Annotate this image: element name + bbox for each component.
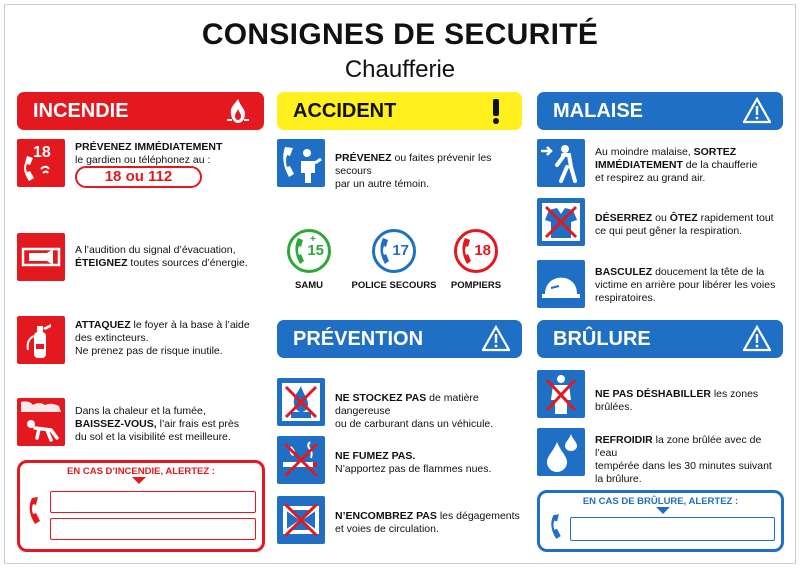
water-drops-icon bbox=[537, 428, 585, 476]
brulure-item-1-text: NE PAS DÉSHABILLER les zones brûlées. bbox=[595, 388, 759, 413]
prevention-item-1-text: NE STOCKEZ PAS de matière dangereuse ou de carburant dans un véhicule. bbox=[335, 392, 494, 430]
malaise-item-3-text: BASCULEZ doucement la tête de la victime en arrière pour libérer les voies respiratoires. bbox=[595, 266, 776, 304]
prevention-item-2-text: NE FUMEZ PAS. N’apportez pas de flammes nues. bbox=[335, 450, 492, 475]
pompiers-number: 18 bbox=[474, 242, 491, 259]
prevention-header bbox=[277, 320, 522, 358]
warning-triangle-icon bbox=[743, 97, 771, 125]
phone-icon bbox=[26, 496, 48, 526]
pompiers-18-icon bbox=[454, 229, 498, 273]
loosen-clothes-icon bbox=[537, 198, 585, 246]
page-subtitle: Chaufferie bbox=[344, 56, 456, 83]
incendie-item-2-text: A l’audition du signal d’évacuation, ÉTEIGNEZ toutes sources d’énergie. bbox=[75, 244, 248, 269]
incendie-item-3-text: ATTAQUEZ le foyer à la base à l’aide des extincteurs. Ne prenez pas de risque inutile. bbox=[75, 319, 250, 357]
accident-header bbox=[277, 92, 522, 130]
phone-18-icon bbox=[17, 139, 65, 187]
samu-number: 15 bbox=[307, 242, 324, 259]
exclamation-icon bbox=[482, 97, 510, 125]
flame-icon bbox=[224, 97, 252, 125]
emergency-phone-number: 18 ou 112 bbox=[75, 166, 202, 188]
police-number: 17 bbox=[392, 242, 409, 259]
no-smoking-icon bbox=[277, 436, 325, 484]
no-flammable-storage-icon bbox=[277, 378, 325, 426]
page-title: CONSIGNES DE SECURITÉ bbox=[201, 18, 599, 51]
incendie-item-4-text: Dans la chaleur et la fumée, BAISSEZ-VOUS, l’air frais est près du sol et la visibilité est meilleure. bbox=[75, 405, 239, 443]
incendie-header-label: INCENDIE bbox=[33, 100, 129, 122]
brulure-alert-title: EN CAS DE BRÛLURE, ALERTEZ : bbox=[582, 496, 739, 507]
samu-label: SAMU bbox=[295, 280, 323, 291]
incendie-item-1-text: PRÉVENEZ IMMÉDIATEMENT le gardien ou téléphonez au : bbox=[75, 141, 223, 166]
fire-extinguisher-icon bbox=[17, 316, 65, 364]
warning-triangle-icon bbox=[482, 325, 510, 353]
arrow-down-icon bbox=[132, 477, 146, 484]
prevention-header-label: PRÉVENTION bbox=[293, 328, 424, 350]
malaise-item-2-text: DÉSERREZ ou ÔTEZ rapidement tout ce qui peut gêner la respiration. bbox=[595, 212, 774, 237]
accident-item-text: PRÉVENEZ ou faites prévenir les secours par un autre témoin. bbox=[335, 152, 492, 190]
incendie-alert-field-2[interactable] bbox=[50, 518, 256, 540]
brulure-header-label: BRÛLURE bbox=[553, 328, 651, 350]
malaise-header-label: MALAISE bbox=[553, 100, 643, 122]
brulure-alert-box bbox=[537, 490, 784, 552]
brulure-header bbox=[537, 320, 783, 358]
no-undress-icon bbox=[537, 370, 585, 418]
phone-icon bbox=[548, 513, 568, 541]
malaise-header bbox=[537, 92, 783, 130]
accident-header-label: ACCIDENT bbox=[293, 100, 397, 122]
brulure-alert-field[interactable] bbox=[570, 517, 775, 541]
police-label: POLICE SECOURS bbox=[351, 280, 437, 291]
samu-15-icon: + 15 bbox=[287, 229, 331, 273]
no-obstruction-icon bbox=[277, 496, 325, 544]
warning-triangle-icon bbox=[743, 325, 771, 353]
malaise-item-1-text: Au moindre malaise, SORTEZ IMMÉDIATEMENT de la chaufferie et respirez au grand air. bbox=[595, 146, 758, 184]
head-tilt-icon bbox=[537, 260, 585, 308]
arrow-down-icon bbox=[656, 507, 670, 514]
incendie-alert-field-1[interactable] bbox=[50, 491, 256, 513]
crawling-person-icon bbox=[17, 398, 65, 446]
svg-text:18: 18 bbox=[33, 144, 51, 161]
incendie-header bbox=[17, 92, 264, 130]
incendie-alert-title: EN CAS D’INCENDIE, ALERTEZ : bbox=[67, 466, 215, 477]
siren-horn-icon bbox=[17, 233, 65, 281]
prevention-item-3-text: N’ENCOMBREZ PAS les dégagements et voies de circulation. bbox=[335, 510, 520, 535]
police-17-icon bbox=[372, 229, 416, 273]
phone-person-icon bbox=[277, 139, 325, 187]
pompiers-label: POMPIERS bbox=[450, 280, 502, 291]
exit-person-icon bbox=[537, 139, 585, 187]
brulure-item-2-text: REFROIDIR la zone brûlée avec de l’eau tempérée dans les 30 minutes suivant la brûlure. bbox=[595, 434, 772, 485]
incendie-alert-box bbox=[17, 460, 265, 552]
